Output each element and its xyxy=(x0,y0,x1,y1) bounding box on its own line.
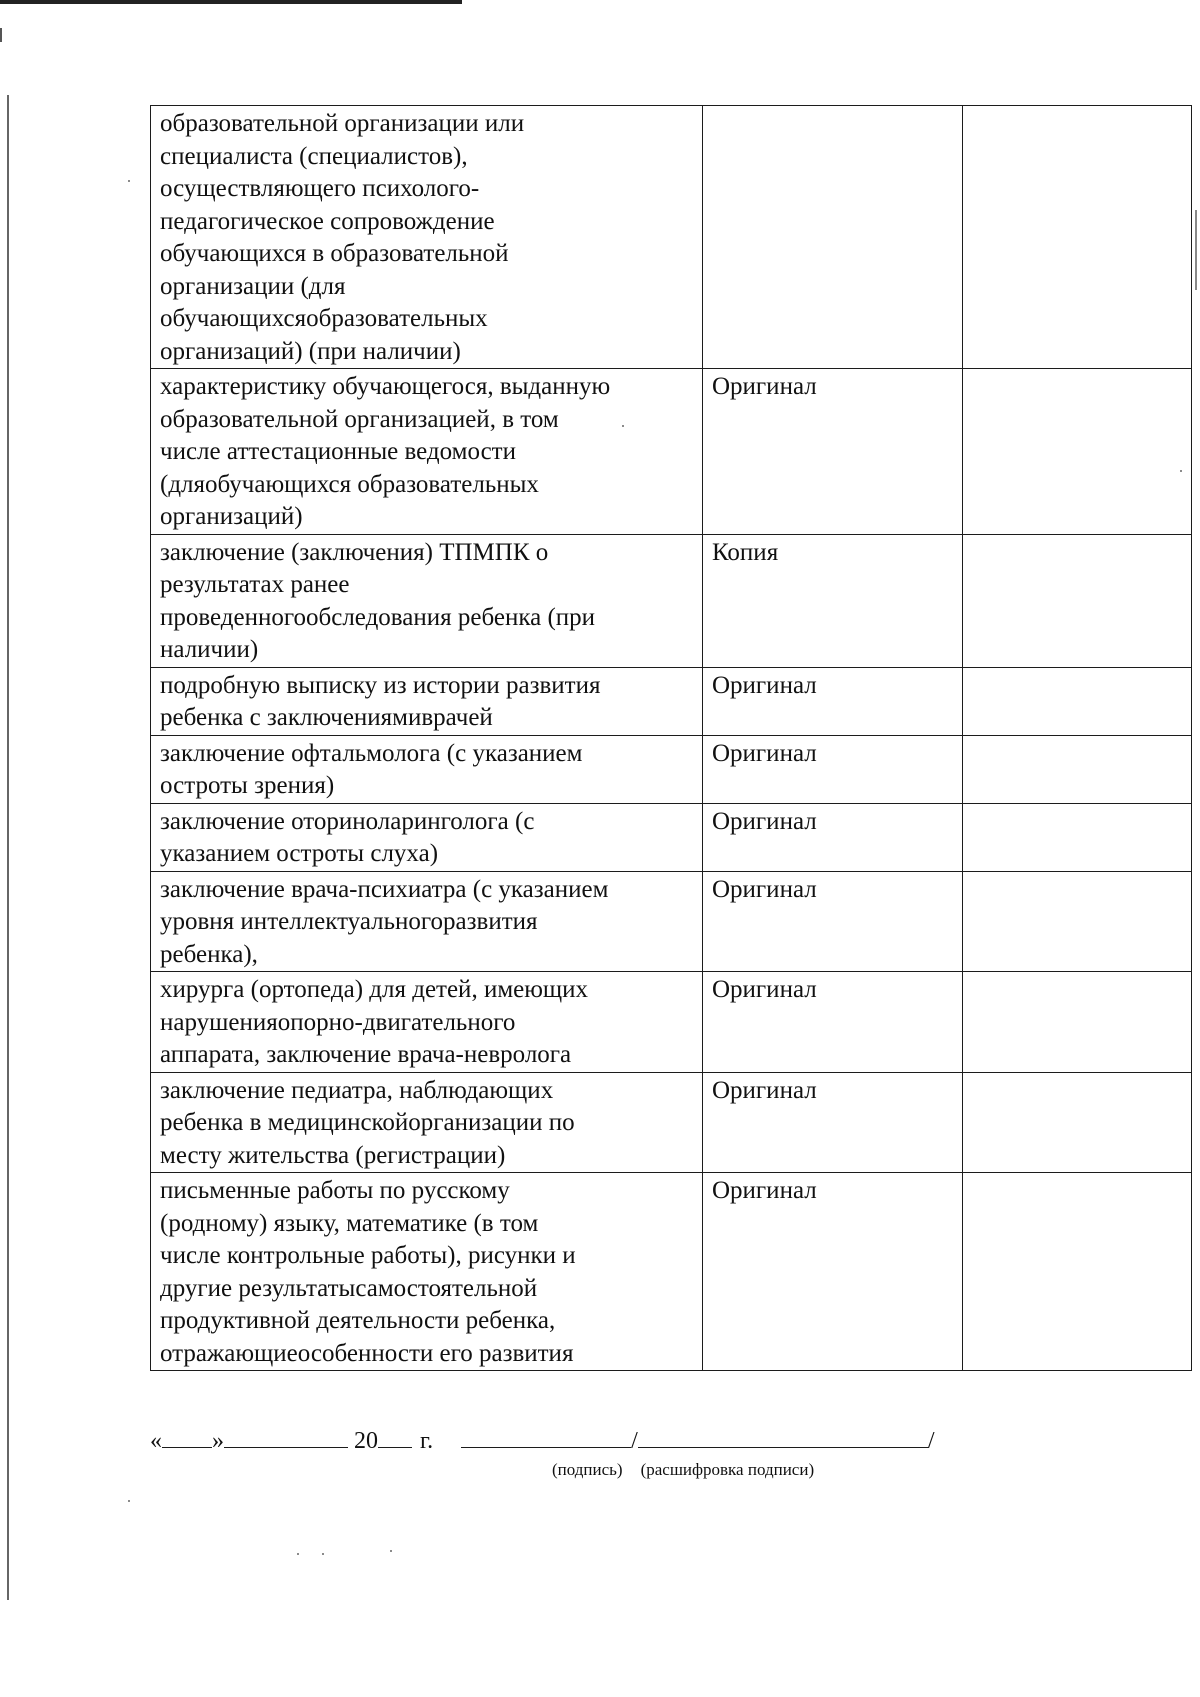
signature-captions xyxy=(552,1460,814,1480)
table-row xyxy=(151,1173,1192,1371)
document-description-text: подробную выписку из истории развития ребенка с заключениямиврачей xyxy=(160,671,601,731)
table-row xyxy=(151,1072,1192,1173)
document-description-text: письменные работы по русскому (родному) языку, математике (в том числе контрольные работы), рисунки и другие результатысамостоятельной продуктивной деятельности ребенка, отражающиеособенности его развития xyxy=(160,1177,576,1367)
document-description-cell xyxy=(151,667,703,735)
signature-slash: / xyxy=(631,1428,638,1454)
document-form-text: Оригинал xyxy=(712,373,817,400)
documents-table xyxy=(150,105,1192,1371)
document-form-cell xyxy=(703,106,963,369)
table-row xyxy=(151,871,1192,972)
document-form-cell xyxy=(703,972,963,1073)
document-form-cell xyxy=(703,1173,963,1371)
close-quote: » xyxy=(212,1428,224,1454)
document-note-cell xyxy=(963,972,1192,1073)
table-row xyxy=(151,735,1192,803)
document-description-text: характеристику обучающегося, выданную образовательной организацией, в том числе аттестационные ведомости (дляобучающихся образовательных организаций) xyxy=(160,373,611,530)
document-description-text: заключение врача-психиатра (с указанием уровня интеллектуальногоразвития ребенка), xyxy=(160,875,609,968)
document-form-cell xyxy=(703,534,963,667)
document-description-cell xyxy=(151,803,703,871)
scan-artifact-tick xyxy=(0,28,2,42)
document-form-text: Оригинал xyxy=(712,671,817,699)
document-note-cell xyxy=(963,369,1192,535)
caption-transcript: (расшифровка подписи) xyxy=(640,1460,815,1479)
day-blank[interactable] xyxy=(162,1425,212,1448)
document-description-cell xyxy=(151,534,703,667)
scan-artifact-right-edge xyxy=(1195,210,1197,290)
table-row xyxy=(151,972,1192,1073)
document-description-cell xyxy=(151,972,703,1073)
document-description-cell xyxy=(151,871,703,972)
table-row xyxy=(151,803,1192,871)
document-note-cell xyxy=(963,803,1192,871)
document-description-text: заключение офтальмолога (с указанием остроты зрения) xyxy=(160,739,583,799)
document-note-cell xyxy=(963,534,1192,667)
document-form-cell xyxy=(703,369,963,535)
scan-speck xyxy=(128,1500,130,1502)
signature-line xyxy=(150,1425,934,1455)
document-note-cell xyxy=(963,1072,1192,1173)
document-description-text: заключение педиатра, наблюдающих ребенка в медицинскойорганизации по месту жительства (регистрации) xyxy=(160,1076,575,1169)
document-note-cell xyxy=(963,871,1192,972)
document-form-text: Оригинал xyxy=(712,1076,817,1104)
open-quote: « xyxy=(150,1428,162,1454)
scan-speck xyxy=(297,1553,299,1555)
table-row xyxy=(151,106,1192,369)
month-blank[interactable] xyxy=(224,1425,348,1448)
document-form-cell xyxy=(703,871,963,972)
signature-transcript-blank[interactable] xyxy=(638,1425,928,1448)
document-form-text: Оригинал xyxy=(712,739,817,767)
signature-blank[interactable] xyxy=(461,1425,631,1448)
year-prefix: 20 xyxy=(354,1428,378,1454)
scan-artifact-top-bar xyxy=(0,0,462,4)
document-form-cell xyxy=(703,803,963,871)
document-description-text: заключение оториноларинголога (с указанием остроты слуха) xyxy=(160,807,535,867)
document-description-cell xyxy=(151,735,703,803)
signature-end-slash: / xyxy=(927,1428,935,1454)
scan-speck xyxy=(128,180,130,182)
document-note-cell xyxy=(963,667,1192,735)
year-blank[interactable] xyxy=(378,1425,412,1448)
scan-speck xyxy=(322,1553,324,1555)
document-form-text: Оригинал xyxy=(712,807,817,835)
document-description-cell xyxy=(151,106,703,369)
caption-signature: (подпись) xyxy=(552,1460,623,1479)
scan-speck xyxy=(390,1550,392,1552)
document-form-cell xyxy=(703,735,963,803)
document-form-text: Копия xyxy=(712,538,779,566)
document-form-text: Оригинал xyxy=(712,1177,817,1204)
document-description-cell xyxy=(151,369,703,535)
document-form-text: Оригинал xyxy=(712,875,817,903)
document-note-cell xyxy=(963,106,1192,369)
document-description-text: хирурга (ортопеда) для детей, имеющих нарушенияопорно-двигательного аппарата, заключение врача-невролога xyxy=(160,976,589,1068)
document-description-text: образовательной организации или специалиста (специалистов), осуществляющего психолого- педагогическое сопровождение обучающихся в образовательной организации (для обучающихсяобразовательных организаций) (при наличии) xyxy=(160,110,525,365)
table-row xyxy=(151,667,1192,735)
documents-table-body xyxy=(151,106,1192,1371)
document-note-cell xyxy=(963,1173,1192,1371)
scan-artifact-left-edge xyxy=(7,95,9,1600)
document-description-cell xyxy=(151,1173,703,1371)
table-row xyxy=(151,534,1192,667)
document-description-cell xyxy=(151,1072,703,1173)
document-description-text: заключение (заключения) ТПМПК о результатах ранее проведенногообследования ребенка (при наличии) xyxy=(160,538,596,663)
year-suffix: г. xyxy=(420,1428,434,1454)
document-form-cell xyxy=(703,1072,963,1173)
document-form-cell xyxy=(703,667,963,735)
table-row xyxy=(151,369,1192,535)
document-form-text: Оригинал xyxy=(712,976,817,1003)
document-note-cell xyxy=(963,735,1192,803)
